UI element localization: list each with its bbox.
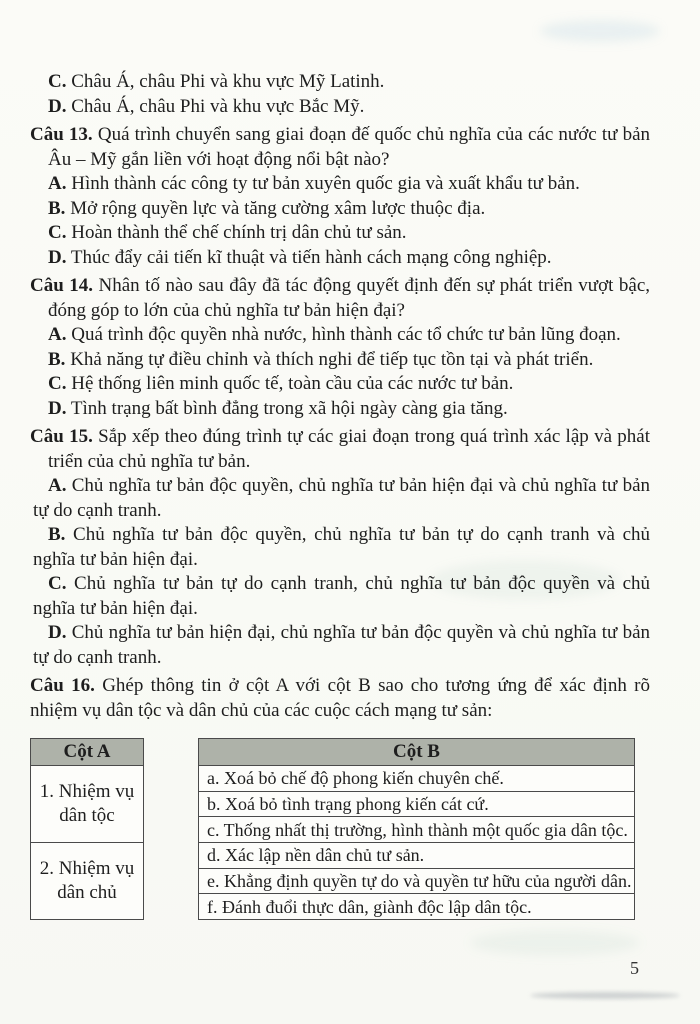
answer-option	[33, 172, 650, 197]
option-text: Hoàn thành thể chế chính trị dân chủ tư sản.	[71, 222, 407, 243]
option-text: Quá trình độc quyền nhà nước, hình thành các tổ chức tư bản lũng đoạn.	[71, 324, 621, 345]
option-label: C.	[48, 573, 67, 594]
column-b-row: d. Xác lập nền dân chủ tư sản.	[199, 842, 634, 868]
scan-artifact	[540, 20, 660, 42]
option-label: B.	[48, 524, 66, 545]
question-15	[30, 425, 650, 670]
answer-option	[33, 474, 650, 523]
option-label: D.	[48, 622, 67, 643]
column-b-row: a. Xoá bỏ chế độ phong kiến chuyên chế.	[207, 768, 504, 789]
column-a-table	[30, 738, 144, 920]
question-text: Nhân tố nào sau đây đã tác động quyết định đến sự phát triển vượt bậc, đóng góp to lớn của chủ nghĩa tư bản hiện đại?	[48, 275, 650, 321]
question-text: Sắp xếp theo đúng trình tự các giai đoạn trong quá trình xác lập và phát triển của chủ nghĩa tư bản.	[48, 426, 651, 472]
answer-option	[33, 348, 650, 373]
option-label: B.	[48, 348, 66, 370]
question-text: Quá trình chuyển sang giai đoạn đế quốc chủ nghĩa của các nước tư bản Âu – Mỹ gắn liền với hoạt động nổi bật nào?	[48, 124, 651, 170]
option-text: Thúc đẩy cải tiến kĩ thuật và tiến hành cách mạng công nghiệp.	[70, 246, 552, 268]
column-b-row: b. Xoá bỏ tình trạng phong kiến cát cứ.	[199, 791, 634, 817]
column-b-row: f. Đánh đuổi thực dân, giành độc lập dân tộc.	[199, 893, 634, 919]
option-text: Hệ thống liên minh quốc tế, toàn cầu của các nước tư bản.	[71, 373, 514, 394]
option-label: A.	[48, 173, 67, 194]
answer-option	[33, 397, 650, 422]
question-list	[30, 70, 650, 920]
option-text: Tình trạng bất bình đẳng trong xã hội ngày càng gia tăng.	[70, 397, 508, 419]
option-text: Châu Á, châu Phi và khu vực Bắc Mỹ.	[71, 95, 365, 117]
question-text: Ghép thông tin ở cột A với cột B sao cho tương ứng để xác định rõ nhiệm vụ dân tộc và dân chủ của các cuộc cách mạng tư sản:	[30, 675, 650, 721]
scan-artifact	[470, 930, 640, 956]
column-b-row: c. Thống nhất thị trường, hình thành một quốc gia dân tộc.	[199, 816, 634, 842]
question-stem	[30, 674, 650, 723]
column-b-header: Cột B	[199, 739, 634, 766]
option-text: Chủ nghĩa tư bản độc quyền, chủ nghĩa tư bản tự do cạnh tranh và chủ nghĩa tư bản hiện đại.	[33, 524, 651, 570]
question-number: Câu 16.	[30, 675, 95, 696]
answer-option	[33, 70, 650, 95]
option-text: Chủ nghĩa tư bản hiện đại, chủ nghĩa tư bản độc quyền và chủ nghĩa tư bản tự do cạnh tranh.	[33, 622, 650, 668]
scan-artifact	[530, 992, 680, 999]
column-a-cell: 2. Nhiệm vụ dân chủ	[31, 842, 143, 919]
option-text: Khả năng tự điều chỉnh và thích nghi để tiếp tục tồn tại và phát triển.	[70, 348, 594, 370]
option-label: A.	[48, 475, 67, 496]
option-text: Chủ nghĩa tư bản tự do cạnh tranh, chủ nghĩa tư bản độc quyền và chủ nghĩa tư bản hiện đại.	[33, 573, 650, 619]
question-number: Câu 13.	[30, 124, 93, 145]
answer-option	[33, 221, 650, 246]
option-label: D.	[48, 246, 67, 268]
question-14	[30, 274, 650, 421]
option-label: C.	[48, 71, 67, 92]
option-label: C.	[48, 373, 67, 394]
question-number: Câu 15.	[30, 426, 93, 447]
answer-option	[33, 95, 650, 120]
column-b-row: e. Khẳng định quyền tự do và quyền tư hữu của người dân.	[199, 868, 634, 894]
option-text: Châu Á, châu Phi và khu vực Mỹ Latinh.	[71, 71, 385, 92]
option-label: A.	[48, 324, 67, 345]
answer-option	[33, 523, 650, 572]
question-16	[30, 674, 650, 920]
option-label: C.	[48, 222, 67, 243]
option-text: Chủ nghĩa tư bản độc quyền, chủ nghĩa tư bản hiện đại và chủ nghĩa tư bản tự do cạnh tranh.	[33, 475, 650, 521]
column-b-table	[198, 738, 635, 920]
option-text: Hình thành các công ty tư bản xuyên quốc gia và xuất khẩu tư bản.	[71, 173, 580, 194]
answer-option	[33, 372, 650, 397]
question-number: Câu 14.	[30, 275, 94, 296]
question-stem	[30, 425, 650, 474]
answer-option	[33, 323, 650, 348]
question-stem	[30, 123, 650, 172]
column-a-header: Cột A	[31, 739, 143, 766]
option-label: D.	[48, 397, 67, 419]
column-a-cell: 1. Nhiệm vụ dân tộc	[39, 781, 135, 826]
answer-option	[33, 246, 650, 271]
question-stem	[30, 274, 650, 323]
page-number: 5	[630, 958, 639, 978]
table-gap	[144, 738, 198, 920]
option-label: B.	[48, 197, 66, 219]
option-text: Mở rộng quyền lực và tăng cường xâm lược thuộc địa.	[70, 197, 486, 219]
option-label: D.	[48, 95, 67, 117]
question-13	[30, 123, 650, 270]
answer-option	[33, 621, 650, 670]
answer-option	[33, 572, 650, 621]
answer-option	[33, 197, 650, 222]
matching-table	[30, 738, 650, 920]
